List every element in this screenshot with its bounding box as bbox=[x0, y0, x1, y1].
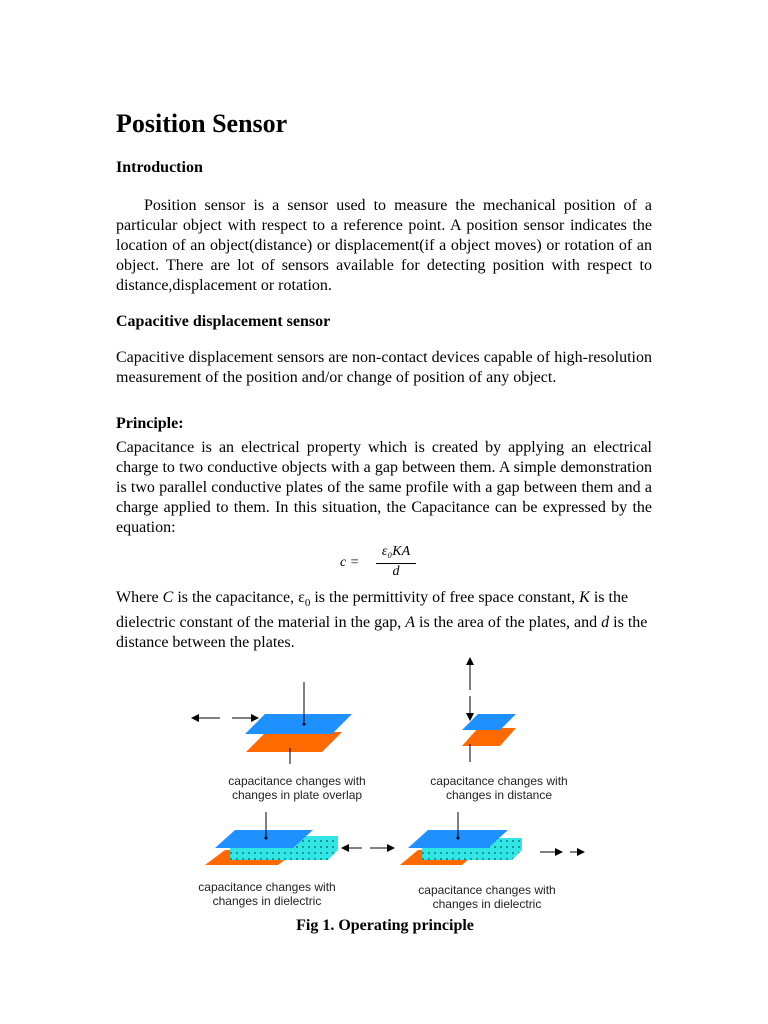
caption-dielectric-a: capacitance changes with changes in dielectric bbox=[198, 880, 336, 908]
figure-caption: Fig 1. Operating principle bbox=[296, 917, 474, 934]
distance-diagram bbox=[462, 658, 516, 762]
top-plate-overlap bbox=[245, 714, 352, 734]
intro-paragraph: Position sensor is a sensor used to measure the mechanical position of a particular object with respect to a reference point. A position sensor indicates the location of an object(distance) or displacement(if a object moves) or rotation of an object. There are lot of sensors available for detecting position with respect to distance,displacement or rotation. bbox=[116, 197, 652, 294]
equation-lhs: c = bbox=[340, 555, 360, 570]
bottom-plate-overlap bbox=[246, 732, 342, 752]
capacitive-heading: Capacitive displacement sensor bbox=[116, 313, 331, 330]
where-paragraph: Where C is the capacitance, $\varepsilon_0$ is the permittivity of free space constant, K is the dielectric constant of the material in the gap, A is the area of the plates, and d is the distance between the plates. bbox=[116, 589, 648, 652]
dielectric-diagram-b bbox=[370, 812, 584, 865]
capacitive-paragraph: Capacitive displacement sensors are non-contact devices capable of high-resolution measurement of the position and/or change of position of any object. bbox=[116, 349, 652, 386]
page-title: Position Sensor bbox=[116, 109, 288, 138]
principle-paragraph: Capacitance is an electrical property which is created by applying an electrical charge to two conductive objects with a gap between them. A simple demonstration is two parallel conductive plates of the same profile with a gap between them and a charge applied to them. In this situation, the Capacitance can be expressed by the equation: bbox=[116, 439, 652, 536]
principle-heading: Principle: bbox=[116, 415, 184, 432]
caption-dielectric-b: capacitance changes with changes in dielectric bbox=[418, 883, 556, 911]
overlap-diagram bbox=[192, 682, 352, 764]
equation-denominator: d bbox=[392, 564, 400, 579]
caption-distance: capacitance changes with changes in distance bbox=[430, 774, 568, 802]
caption-plate-overlap: capacitance changes with changes in plate overlap bbox=[228, 774, 366, 802]
dielectric-diagram-a bbox=[205, 812, 362, 865]
bottom-plate-distance bbox=[462, 728, 516, 746]
capacitance-equation bbox=[340, 544, 450, 584]
intro-heading: Introduction bbox=[116, 159, 203, 176]
equation-numerator: ε₀KA bbox=[381, 544, 411, 559]
